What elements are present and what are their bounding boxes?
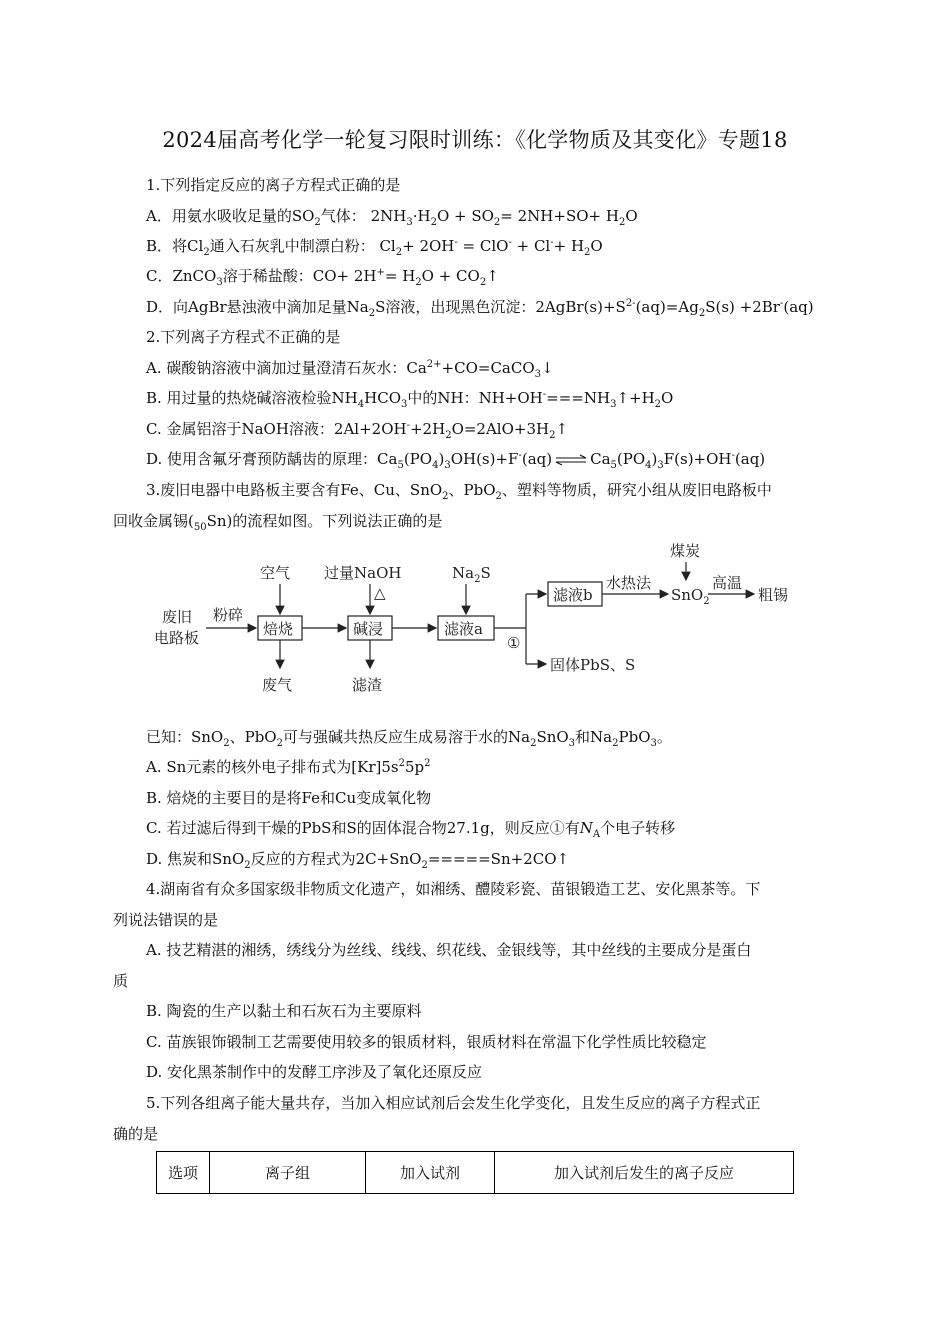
flow-na2s-label: $Na_2S$	[452, 564, 491, 585]
flow-leach-label: 碱浸	[353, 620, 384, 638]
q2-option-c: C. 金属铝溶于NaOH溶液：$2Al+2OH^-+2H_2O=2AlO+3H_2↑$	[146, 420, 569, 441]
q3-option-b: B. 焙烧的主要目的是将Fe和Cu变成氧化物	[146, 789, 432, 807]
flow-input-label-2: 电路板	[154, 629, 200, 647]
q4-option-a-line2: 质	[113, 972, 129, 990]
reversible-arrow-icon	[554, 454, 588, 466]
flow-delta-label: △	[374, 584, 386, 602]
table-header-row	[157, 1152, 794, 1194]
q3-known: 已知：SnO$_2$、PbO$_2$可与强碱共热反应生成易溶于水的$Na_2SnO_3$和$Na_2PbO_3$。	[146, 728, 672, 749]
q4-stem-line2: 列说法错误的是	[113, 911, 219, 929]
q1-option-d: D．向AgBr悬浊液中滴加足量$Na_2S$溶液，出现黑色沉淀：$2AgBr(s)+S^{2-}(aq)=Ag_2S(s) +2Br^-(aq)$	[146, 298, 814, 319]
flow-crude-tin-label: 粗锡	[758, 586, 789, 604]
flow-residue-label: 滤渣	[352, 676, 383, 694]
flow-solid-label: 固体PbS、S	[550, 656, 636, 674]
flow-high-temp-label: 高温	[712, 574, 743, 592]
flow-roast-label: 焙烧	[263, 620, 294, 638]
q4-option-b: B. 陶瓷的生产以黏土和石灰石为主要原料	[146, 1002, 422, 1020]
q3-stem-line1: 3.废旧电器中电路板主要含有Fe、Cu、SnO$_2$、PbO$_2$、塑料等物质，研究小组从废旧电路板中	[146, 481, 772, 502]
q5-stem-line1: 5.下列各组离子能大量共存，当加入相应试剂后会发生化学变化，且发生反应的离子方程式正	[146, 1094, 761, 1112]
q2-option-a: A. 碳酸钠溶液中滴加过量澄清石灰水：$Ca^{2+}+CO=CaCO_3↓$	[146, 359, 554, 380]
flow-sno2-label: SnO$_2$	[671, 586, 710, 607]
q4-option-a-line1: A. 技艺精湛的湘绣，绣线分为丝线、线线、织花线、金银线等，其中丝线的主要成分是蛋白	[146, 941, 752, 959]
flow-hydrothermal-label: 水热法	[606, 574, 652, 592]
flow-coke-label: 煤炭	[670, 542, 701, 560]
q2-option-d: D. 使用含氟牙膏预防龋齿的原理：$Ca_5(PO_4)_3OH(s)+F^-(aq)$ $Ca_5(PO_4)_3F(s)+OH^-(aq)$	[146, 450, 766, 471]
q5-options-table	[156, 1151, 794, 1194]
q4-option-c: C. 苗族银饰锻制工艺需要使用较多的银质材料，银质材料在常温下化学性质比较稳定	[146, 1033, 707, 1051]
q1-option-a: A．用氨水吸收足量的$SO_2$气体： $2NH_3\cdot H_2O + SO_2= 2NH+SO+ H_2O$	[146, 207, 638, 228]
table-header-cell: 加入试剂	[366, 1152, 495, 1194]
q4-option-d: D. 安化黑茶制作中的发酵工序涉及了氧化还原反应	[146, 1063, 483, 1081]
flow-filtrate-a-label: 滤液a	[444, 620, 483, 638]
flow-reaction-1-label: ①	[507, 634, 521, 652]
table-header-cell: 选项	[157, 1152, 210, 1194]
q1-option-b: B．将$Cl_2$通入石灰乳中制漂白粉： $Cl_2+ 2OH^- = ClO^- + Cl^-+ H_2O$	[146, 237, 603, 258]
q2-stem: 2.下列离子方程式不正确的是	[146, 328, 341, 346]
flow-diagram	[150, 540, 810, 700]
flow-waste-gas-label: 废气	[262, 676, 293, 694]
q3-option-d: D. 焦炭和SnO$_2$反应的方程式为2C+SnO$_2$=====Sn+2CO↑	[146, 850, 570, 871]
q1-stem: 1.下列指定反应的离子方程式正确的是	[146, 176, 401, 194]
q5-stem-line2: 确的是	[113, 1125, 159, 1143]
q2-option-b: B. 用过量的热烧碱溶液检验$NH_4HCO_3$中的NH：$NH+OH^-===NH_3↑+H_2O$	[146, 389, 674, 410]
q3-option-c: C. 若过滤后得到干燥的PbS和S的固体混合物27.1g，则反应①有$N_A$个电子转移	[146, 819, 676, 840]
q4-stem-line1: 4.湖南省有众多国家级非物质文化遗产，如湘绣、醴陵彩瓷、苗银锻造工艺、安化黑茶等。下	[146, 880, 761, 898]
page-title: 2024届高考化学一轮复习限时训练：《化学物质及其变化》专题18	[162, 128, 788, 152]
q3-stem-line2: 回收金属锡$(_{50}Sn)$的流程如图。下列说法正确的是	[113, 512, 443, 533]
q3-option-a: A. Sn元素的核外电子排布式为$[Kr]5s^25p^2$	[146, 758, 431, 776]
table-header-cell: 离子组	[210, 1152, 366, 1194]
flow-naoh-label: 过量NaOH	[324, 564, 402, 582]
flow-air-label: 空气	[260, 564, 291, 582]
table-header-cell: 加入试剂后发生的离子反应	[495, 1152, 794, 1194]
q1-option-c: C．ZnCO$_3$溶于稀盐酸：$CO+ 2H^+= H_2O$ + $CO_2↑$	[146, 267, 499, 288]
flow-filtrate-b-label: 滤液b	[553, 586, 593, 604]
flow-crush-label: 粉碎	[213, 606, 244, 624]
flow-input-label-1: 废旧	[162, 608, 193, 626]
